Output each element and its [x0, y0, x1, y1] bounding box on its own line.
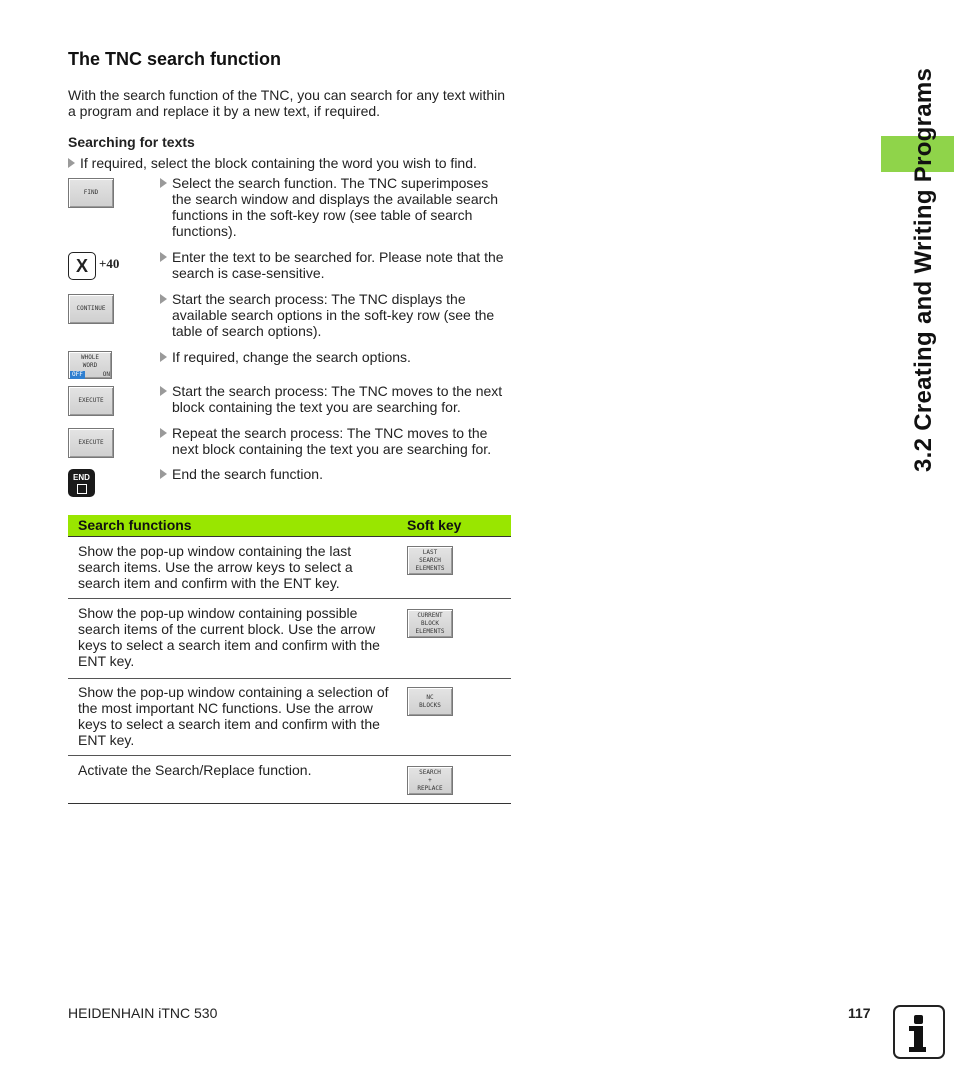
end-key-icon[interactable]: END — [68, 469, 95, 497]
continue-softkey[interactable]: CONTINUE — [68, 294, 114, 324]
off-toggle: OFF — [72, 371, 83, 378]
execute-softkey-repeat[interactable]: EXECUTE — [68, 428, 114, 458]
current-block-elements-softkey[interactable]: CURRENT BLOCK ELEMENTS — [407, 609, 453, 638]
on-toggle: ON — [102, 371, 110, 378]
last-search-elements-softkey[interactable]: LAST SEARCH ELEMENTS — [407, 546, 453, 575]
section-title: The TNC search function — [68, 49, 282, 69]
arrow-bullet-icon — [160, 469, 167, 479]
arrow-bullet-icon — [68, 158, 75, 168]
table-divider — [68, 755, 511, 756]
header-soft-key: Soft key — [407, 517, 462, 533]
step-end: End the search function. — [160, 466, 512, 482]
nc-blocks-softkey[interactable]: NC BLOCKS — [407, 687, 453, 716]
table-row-text: Show the pop-up window containing a selection of the most important NC functions. Use the arrow keys to select a search item and confirm with the ENT key. — [78, 684, 389, 748]
execute-softkey[interactable]: EXECUTE — [68, 386, 114, 416]
arrow-bullet-icon — [160, 252, 167, 262]
table-row-text: Show the pop-up window containing the last search items. Use the arrow keys to select a search item and confirm with the ENT key. — [78, 543, 353, 591]
arrow-bullet-icon — [160, 178, 167, 188]
table-divider — [68, 678, 511, 679]
table-row-text: Show the pop-up window containing possible search items of the current block. Use the arrow keys to select a search item and confirm with the ENT key. — [78, 605, 380, 669]
table-divider — [68, 598, 511, 599]
table-divider — [68, 803, 511, 804]
step-execute: Start the search process: The TNC moves to the next block containing the text you are searching for. — [160, 383, 512, 415]
arrow-bullet-icon — [160, 386, 167, 396]
table-row-text: Activate the Search/Replace function. — [78, 762, 312, 778]
step-find: Select the search function. The TNC superimposes the search window and displays the available search functions in the soft-key row (see table of search functions). — [160, 175, 512, 239]
page-number: 117 — [848, 1005, 871, 1021]
intro-paragraph: With the search function of the TNC, you can search for any text within a program and replace it by a new text, if required. — [68, 87, 506, 119]
step-repeat: Repeat the search process: The TNC moves to the next block containing the text you are searching for. — [160, 425, 512, 457]
table-header — [68, 515, 511, 536]
footer-product: HEIDENHAIN iTNC 530 — [68, 1005, 218, 1021]
arrow-bullet-icon — [160, 428, 167, 438]
whole-word-softkey[interactable]: WHOLE WORD OFF ON — [68, 351, 112, 379]
search-replace-softkey[interactable]: SEARCH + REPLACE — [407, 766, 453, 795]
key-suffix-label: +40 — [99, 256, 120, 271]
x-key-icon[interactable]: X — [68, 252, 96, 280]
header-search-functions: Search functions — [78, 517, 192, 533]
info-icon — [893, 1005, 945, 1059]
first-step: If required, select the block containing the word you wish to find. — [68, 155, 513, 171]
chapter-title: 3.2 Creating and Writing Programs — [910, 67, 937, 472]
arrow-bullet-icon — [160, 294, 167, 304]
subheading: Searching for texts — [68, 134, 195, 150]
step-enter-text: Enter the text to be searched for. Please note that the search is case-sensitive. — [160, 249, 512, 281]
table-divider — [68, 536, 511, 537]
find-softkey[interactable]: FIND — [68, 178, 114, 208]
arrow-bullet-icon — [160, 352, 167, 362]
step-options: If required, change the search options. — [160, 349, 512, 365]
step-continue: Start the search process: The TNC displays the available search options in the soft-key row (see the table of search options). — [160, 291, 512, 339]
